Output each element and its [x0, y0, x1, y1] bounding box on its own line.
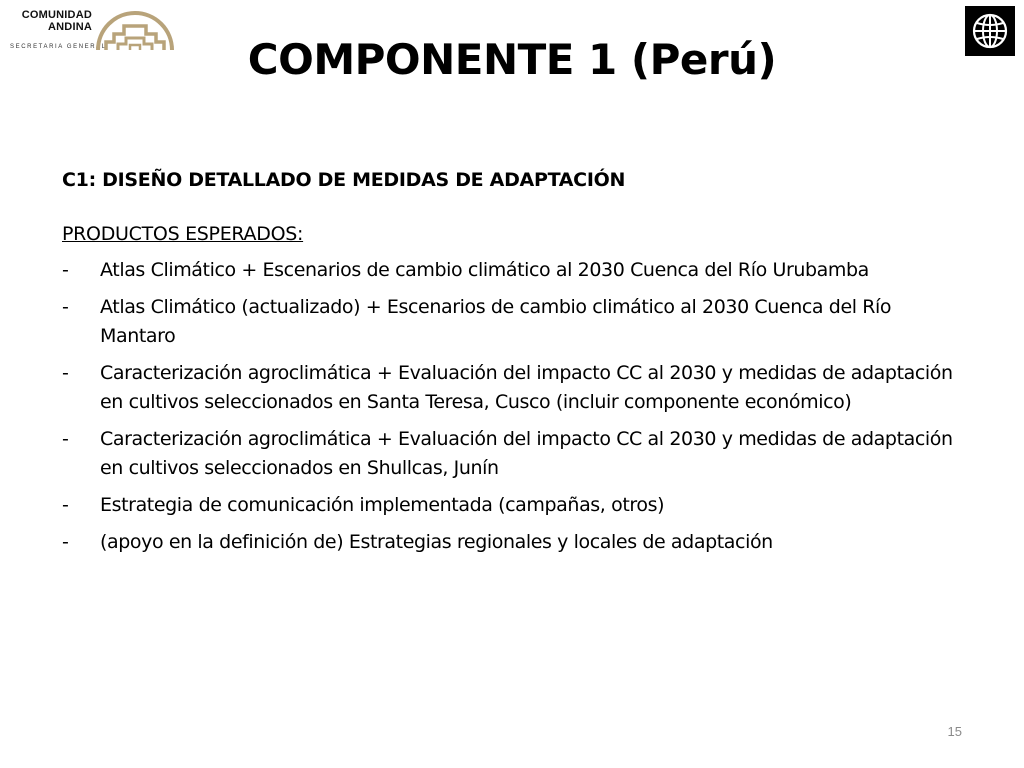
logo-text-secretaria-general: SECRETARIA GENERAL	[10, 44, 107, 50]
list-item-text: Estrategia de comunicación implementada (campañas, otros)	[100, 494, 665, 516]
bullet-dash: -	[62, 531, 69, 553]
component-subtitle: C1: DISEÑO DETALLADO DE MEDIDAS DE ADAPTACIÓN	[62, 169, 626, 191]
bullet-dash: -	[62, 362, 69, 384]
slide-title: COMPONENTE 1 (Perú)	[247, 35, 777, 84]
logo-text-comunidad: COMUNIDAD	[21, 9, 92, 21]
list-item	[62, 528, 962, 557]
list-item-text: (apoyo en la definición de) Estrategias regionales y locales de adaptación	[100, 531, 773, 553]
expected-products-label: PRODUCTOS ESPERADOS:	[62, 223, 304, 245]
expected-products-list	[62, 256, 962, 565]
logo-text-andina: ANDINA	[48, 21, 92, 33]
page-number: 15	[947, 724, 962, 739]
bullet-dash: -	[62, 428, 69, 450]
bullet-dash: -	[62, 494, 69, 516]
list-item-text: Atlas Climático + Escenarios de cambio climático al 2030 Cuenca del Río Urubamba	[100, 259, 869, 281]
list-item	[62, 293, 962, 351]
bullet-dash: -	[62, 259, 69, 281]
list-item	[62, 491, 962, 520]
list-item	[62, 425, 962, 483]
list-item-text: Atlas Climático (actualizado) + Escenarios de cambio climático al 2030 Cuenca del Río Mantaro	[100, 296, 892, 347]
bullet-dash: -	[62, 296, 69, 318]
list-item-text: Caracterización agroclimática + Evaluación del impacto CC al 2030 y medidas de adaptación en cultivos seleccionados en Shullcas, Junín	[100, 428, 953, 479]
list-item-text: Caracterización agroclimática + Evaluación del impacto CC al 2030 y medidas de adaptación en cultivos seleccionados en Santa Teresa, Cusco (incluir componente económico)	[100, 362, 953, 413]
list-item	[62, 359, 962, 417]
list-item	[62, 256, 962, 285]
